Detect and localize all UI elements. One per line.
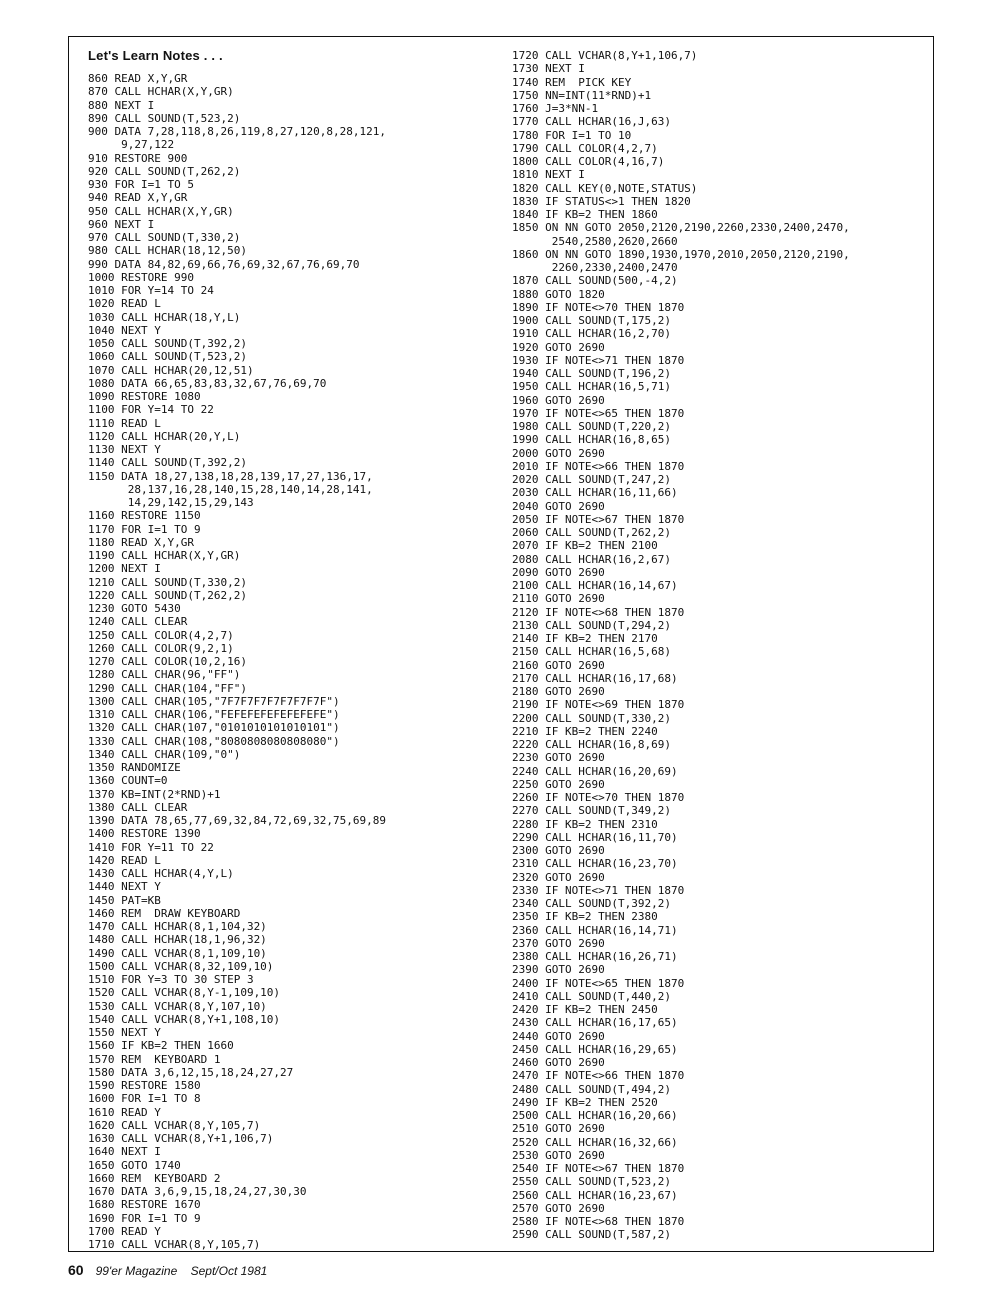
code-line: 1480 CALL HCHAR(18,1,96,32) bbox=[88, 933, 267, 947]
page-number: 60 bbox=[68, 1262, 84, 1278]
code-line: 1140 CALL SOUND(T,392,2) bbox=[88, 456, 247, 470]
code-line: 1390 DATA 78,65,77,69,32,84,72,69,32,75,69,89 bbox=[88, 814, 387, 827]
code-line: 1640 NEXT I bbox=[88, 1145, 161, 1159]
code-line: 1890 IF NOTE<>70 THEN 1870 bbox=[512, 300, 685, 314]
code-line: 1610 READ Y bbox=[88, 1105, 161, 1119]
code-line: 2080 CALL HCHAR(16,2,67) bbox=[512, 552, 671, 566]
code-line: 2520 CALL HCHAR(16,32,66) bbox=[512, 1135, 678, 1149]
code-line: 1160 RESTORE 1150 bbox=[88, 509, 201, 523]
code-line: 2060 CALL SOUND(T,262,2) bbox=[512, 526, 671, 539]
code-line: 1080 DATA 66,65,83,83,32,67,76,69,70 bbox=[88, 376, 327, 390]
code-line: 2030 CALL HCHAR(16,11,66) bbox=[512, 486, 678, 500]
code-line: 1770 CALL HCHAR(16,J,63) bbox=[512, 115, 671, 129]
code-line: 1100 FOR Y=14 TO 22 bbox=[88, 403, 214, 417]
code-line: 1860 ON NN GOTO 1890,1930,1970,2010,2050,2120,2190, bbox=[512, 247, 850, 261]
code-line: 1380 CALL CLEAR bbox=[88, 800, 188, 814]
code-line: 2560 CALL HCHAR(16,23,67) bbox=[512, 1188, 678, 1202]
code-line: 2570 GOTO 2690 bbox=[512, 1201, 605, 1215]
code-line: 1210 CALL SOUND(T,330,2) bbox=[88, 575, 247, 589]
code-line: 2540 IF NOTE<>67 THEN 1870 bbox=[512, 1162, 685, 1175]
code-line: 940 READ X,Y,GR bbox=[88, 191, 188, 205]
code-line: 980 CALL HCHAR(18,12,50) bbox=[88, 244, 247, 258]
code-line: 2120 IF NOTE<>68 THEN 1870 bbox=[512, 605, 685, 619]
code-line: 28,137,16,28,140,15,28,140,14,28,141, bbox=[88, 482, 373, 496]
code-line: 2510 GOTO 2690 bbox=[512, 1122, 605, 1136]
code-line: 920 CALL SOUND(T,262,2) bbox=[88, 164, 241, 178]
code-line: 1570 REM KEYBOARD 1 bbox=[88, 1052, 221, 1066]
code-line: 1060 CALL SOUND(T,523,2) bbox=[88, 350, 247, 364]
code-line: 1000 RESTORE 990 bbox=[88, 270, 194, 284]
code-line: 2540,2580,2620,2660 bbox=[512, 234, 678, 248]
code-line: 930 FOR I=1 TO 5 bbox=[88, 178, 194, 191]
code-line: 1280 CALL CHAR(96,"FF") bbox=[88, 668, 241, 682]
code-line: 2100 CALL HCHAR(16,14,67) bbox=[512, 579, 678, 592]
code-line: 1410 FOR Y=11 TO 22 bbox=[88, 840, 214, 854]
code-line: 1790 CALL COLOR(4,2,7) bbox=[512, 141, 658, 155]
code-line: 1110 READ L bbox=[88, 416, 161, 430]
code-line: 1240 CALL CLEAR bbox=[88, 615, 188, 629]
code-line: 1150 DATA 18,27,138,18,28,139,17,27,136,17, bbox=[88, 469, 373, 483]
code-line: 1450 PAT=KB bbox=[88, 893, 161, 907]
code-line: 970 CALL SOUND(T,330,2) bbox=[88, 231, 241, 244]
code-line: 1040 NEXT Y bbox=[88, 323, 161, 337]
code-line: 1300 CALL CHAR(105,"7F7F7F7F7F7F7F7F") bbox=[88, 694, 340, 708]
code-line: 1350 RANDOMIZE bbox=[88, 761, 181, 774]
code-line: 1560 IF KB=2 THEN 1660 bbox=[88, 1039, 234, 1053]
code-line: 2070 IF KB=2 THEN 2100 bbox=[512, 539, 658, 553]
code-line: 1920 GOTO 2690 bbox=[512, 340, 605, 354]
code-line: 2530 GOTO 2690 bbox=[512, 1148, 605, 1162]
code-line: 1270 CALL COLOR(10,2,16) bbox=[88, 655, 247, 668]
code-line: 1330 CALL CHAR(108,"8080808080808080") bbox=[88, 734, 340, 748]
code-line: 1950 CALL HCHAR(16,5,71) bbox=[512, 380, 671, 394]
code-line: 890 CALL SOUND(T,523,2) bbox=[88, 111, 241, 125]
code-line: 1520 CALL VCHAR(8,Y-1,109,10) bbox=[88, 986, 281, 1000]
code-line: 1490 CALL VCHAR(8,1,109,10) bbox=[88, 946, 267, 960]
code-line: 2090 GOTO 2690 bbox=[512, 565, 605, 579]
code-line: 1780 FOR I=1 TO 10 bbox=[512, 128, 632, 142]
code-line: 2170 CALL HCHAR(16,17,68) bbox=[512, 671, 678, 685]
code-line: 880 NEXT I bbox=[88, 98, 155, 112]
page-footer bbox=[68, 1262, 277, 1278]
code-line: 1030 CALL HCHAR(18,Y,L) bbox=[88, 310, 241, 324]
code-column-right bbox=[512, 49, 850, 1242]
code-line: 1260 CALL COLOR(9,2,1) bbox=[88, 641, 234, 655]
code-line: 2020 CALL SOUND(T,247,2) bbox=[512, 473, 671, 486]
code-line: 1960 GOTO 2690 bbox=[512, 393, 605, 407]
code-line: 1970 IF NOTE<>65 THEN 1870 bbox=[512, 406, 685, 420]
code-line: 1600 FOR I=1 TO 8 bbox=[88, 1092, 201, 1106]
code-line: 2390 GOTO 2690 bbox=[512, 963, 605, 977]
code-line: 1540 CALL VCHAR(8,Y+1,108,10) bbox=[88, 1012, 281, 1026]
code-line: 1370 KB=INT(2*RND)+1 bbox=[88, 787, 221, 801]
code-line: 2440 GOTO 2690 bbox=[512, 1029, 605, 1043]
code-line: 1940 CALL SOUND(T,196,2) bbox=[512, 367, 671, 380]
code-line: 2160 GOTO 2690 bbox=[512, 658, 605, 672]
code-line: 1020 READ L bbox=[88, 297, 161, 311]
code-line: 870 CALL HCHAR(X,Y,GR) bbox=[88, 85, 234, 99]
code-line: 2040 GOTO 2690 bbox=[512, 499, 605, 513]
code-line: 1630 CALL VCHAR(8,Y+1,106,7) bbox=[88, 1132, 274, 1145]
code-line: 1730 NEXT I bbox=[512, 62, 585, 76]
code-line: 1470 CALL HCHAR(8,1,104,32) bbox=[88, 920, 267, 933]
code-line: 2360 CALL HCHAR(16,14,71) bbox=[512, 923, 678, 937]
code-line: 1360 COUNT=0 bbox=[88, 774, 168, 788]
code-column-left bbox=[88, 72, 386, 1251]
code-line: 1880 GOTO 1820 bbox=[512, 287, 605, 301]
code-line: 1840 IF KB=2 THEN 1860 bbox=[512, 208, 658, 221]
code-line: 2190 IF NOTE<>69 THEN 1870 bbox=[512, 698, 685, 712]
code-line: 2340 CALL SOUND(T,392,2) bbox=[512, 897, 671, 910]
code-line: 1980 CALL SOUND(T,220,2) bbox=[512, 420, 671, 433]
code-line: 2270 CALL SOUND(T,349,2) bbox=[512, 804, 671, 818]
code-line: 1170 FOR I=1 TO 9 bbox=[88, 522, 201, 536]
code-line: 2220 CALL HCHAR(16,8,69) bbox=[512, 738, 671, 751]
code-line: 1690 FOR I=1 TO 9 bbox=[88, 1211, 201, 1225]
code-line: 2260,2330,2400,2470 bbox=[512, 261, 678, 274]
code-line: 2210 IF KB=2 THEN 2240 bbox=[512, 724, 658, 738]
code-line: 860 READ X,Y,GR bbox=[88, 72, 188, 85]
code-line: 2400 IF NOTE<>65 THEN 1870 bbox=[512, 976, 685, 990]
code-line: 1010 FOR Y=14 TO 24 bbox=[88, 284, 214, 297]
code-line: 1910 CALL HCHAR(16,2,70) bbox=[512, 327, 671, 341]
code-line: 1740 REM PICK KEY bbox=[512, 75, 632, 89]
code-line: 2010 IF NOTE<>66 THEN 1870 bbox=[512, 459, 685, 473]
code-line: 1400 RESTORE 1390 bbox=[88, 827, 201, 841]
code-line: 1200 NEXT I bbox=[88, 562, 161, 576]
code-line: 2200 CALL SOUND(T,330,2) bbox=[512, 711, 671, 725]
code-line: 2550 CALL SOUND(T,523,2) bbox=[512, 1175, 671, 1189]
code-line: 1340 CALL CHAR(109,"0") bbox=[88, 747, 241, 761]
code-line: 1440 NEXT Y bbox=[88, 880, 161, 894]
code-line: 2330 IF NOTE<>71 THEN 1870 bbox=[512, 883, 685, 897]
code-line: 2420 IF KB=2 THEN 2450 bbox=[512, 1003, 658, 1016]
code-line: 2490 IF KB=2 THEN 2520 bbox=[512, 1095, 658, 1109]
code-line: 1750 NN=INT(11*RND)+1 bbox=[512, 88, 652, 102]
code-line: 2310 CALL HCHAR(16,23,70) bbox=[512, 857, 678, 871]
code-line: 2300 GOTO 2690 bbox=[512, 844, 605, 857]
code-line: 1310 CALL CHAR(106,"FEFEFEFEFEFEFEFE") bbox=[88, 708, 340, 721]
code-line: 2370 GOTO 2690 bbox=[512, 936, 605, 950]
code-line: 1290 CALL CHAR(104,"FF") bbox=[88, 681, 247, 695]
code-line: 1420 READ L bbox=[88, 853, 161, 867]
code-line: 2590 CALL SOUND(T,587,2) bbox=[512, 1228, 671, 1242]
code-line: 1510 FOR Y=3 TO 30 STEP 3 bbox=[88, 973, 254, 986]
code-line: 900 DATA 7,28,118,8,26,119,8,27,120,8,28,121, bbox=[88, 125, 387, 138]
code-line: 2410 CALL SOUND(T,440,2) bbox=[512, 989, 671, 1003]
code-line: 2280 IF KB=2 THEN 2310 bbox=[512, 817, 658, 831]
code-line: 1830 IF STATUS<>1 THEN 1820 bbox=[512, 194, 691, 208]
code-line: 1580 DATA 3,6,12,15,18,24,27,27 bbox=[88, 1065, 294, 1079]
code-line: 1810 NEXT I bbox=[512, 168, 585, 182]
code-line: 1820 CALL KEY(0,NOTE,STATUS) bbox=[512, 181, 698, 195]
code-line: 2110 GOTO 2690 bbox=[512, 592, 605, 606]
code-line: 2460 GOTO 2690 bbox=[512, 1056, 605, 1069]
code-line: 2250 GOTO 2690 bbox=[512, 777, 605, 791]
code-line: 1900 CALL SOUND(T,175,2) bbox=[512, 314, 671, 327]
code-line: 1720 CALL VCHAR(8,Y+1,106,7) bbox=[512, 49, 698, 62]
code-line: 2450 CALL HCHAR(16,29,65) bbox=[512, 1042, 678, 1056]
code-line: 2430 CALL HCHAR(16,17,65) bbox=[512, 1016, 678, 1030]
code-line: 14,29,142,15,29,143 bbox=[88, 496, 254, 509]
code-line: 2580 IF NOTE<>68 THEN 1870 bbox=[512, 1215, 685, 1228]
code-line: 2180 GOTO 2690 bbox=[512, 685, 605, 698]
code-line: 1230 GOTO 5430 bbox=[88, 602, 181, 615]
code-line: 960 NEXT I bbox=[88, 217, 155, 231]
code-line: 2380 CALL HCHAR(16,26,71) bbox=[512, 950, 678, 963]
code-line: 2130 CALL SOUND(T,294,2) bbox=[512, 618, 671, 632]
magazine-name: 99'er Magazine bbox=[95, 1264, 178, 1278]
publication-info bbox=[96, 1264, 278, 1278]
code-line: 1760 J=3*NN-1 bbox=[512, 102, 599, 115]
code-line: 2140 IF KB=2 THEN 2170 bbox=[512, 632, 658, 645]
code-line: 1250 CALL COLOR(4,2,7) bbox=[88, 628, 234, 642]
code-line: 2240 CALL HCHAR(16,20,69) bbox=[512, 764, 678, 778]
code-line: 2350 IF KB=2 THEN 2380 bbox=[512, 910, 658, 924]
code-line: 2150 CALL HCHAR(16,5,68) bbox=[512, 645, 671, 659]
code-line: 1550 NEXT Y bbox=[88, 1026, 161, 1039]
code-line: 1930 IF NOTE<>71 THEN 1870 bbox=[512, 353, 685, 367]
code-line: 1220 CALL SOUND(T,262,2) bbox=[88, 588, 247, 602]
code-line: 1180 READ X,Y,GR bbox=[88, 535, 194, 549]
code-line: 1050 CALL SOUND(T,392,2) bbox=[88, 337, 247, 350]
code-line: 910 RESTORE 900 bbox=[88, 151, 188, 165]
code-line: 1870 CALL SOUND(500,-4,2) bbox=[512, 274, 678, 288]
code-line: 1850 ON NN GOTO 2050,2120,2190,2260,2330,2400,2470, bbox=[512, 221, 850, 235]
code-line: 1530 CALL VCHAR(8,Y,107,10) bbox=[88, 999, 267, 1013]
code-line: 1700 READ Y bbox=[88, 1224, 161, 1238]
code-line: 2500 CALL HCHAR(16,20,66) bbox=[512, 1109, 678, 1122]
code-line: 1680 RESTORE 1670 bbox=[88, 1198, 201, 1212]
code-line: 1590 RESTORE 1580 bbox=[88, 1079, 201, 1092]
code-line: 1460 REM DRAW KEYBOARD bbox=[88, 906, 241, 920]
code-line: 1650 GOTO 1740 bbox=[88, 1158, 181, 1172]
code-line: 1710 CALL VCHAR(8,Y,105,7) bbox=[88, 1238, 261, 1251]
code-line: 2290 CALL HCHAR(16,11,70) bbox=[512, 830, 678, 844]
code-line: 1430 CALL HCHAR(4,Y,L) bbox=[88, 867, 234, 880]
code-line: 2230 GOTO 2690 bbox=[512, 751, 605, 765]
issue-date: Sept/Oct 1981 bbox=[190, 1264, 268, 1278]
code-line: 1090 RESTORE 1080 bbox=[88, 390, 201, 403]
code-line: 2050 IF NOTE<>67 THEN 1870 bbox=[512, 512, 685, 526]
code-line: 1070 CALL HCHAR(20,12,51) bbox=[88, 363, 254, 377]
code-line: 1800 CALL COLOR(4,16,7) bbox=[512, 155, 665, 168]
code-line: 2260 IF NOTE<>70 THEN 1870 bbox=[512, 791, 685, 804]
code-line: 9,27,122 bbox=[88, 138, 175, 152]
code-line: 1120 CALL HCHAR(20,Y,L) bbox=[88, 429, 241, 443]
code-line: 950 CALL HCHAR(X,Y,GR) bbox=[88, 204, 234, 218]
code-line: 1500 CALL VCHAR(8,32,109,10) bbox=[88, 959, 274, 973]
code-line: 1320 CALL CHAR(107,"0101010101010101") bbox=[88, 721, 340, 735]
code-line: 1670 DATA 3,6,9,15,18,24,27,30,30 bbox=[88, 1185, 307, 1198]
code-line: 2480 CALL SOUND(T,494,2) bbox=[512, 1082, 671, 1096]
code-line: 2320 GOTO 2690 bbox=[512, 870, 605, 884]
code-line: 2000 GOTO 2690 bbox=[512, 446, 605, 460]
code-line: 2470 IF NOTE<>66 THEN 1870 bbox=[512, 1069, 685, 1083]
code-line: 1130 NEXT Y bbox=[88, 443, 161, 456]
code-line: 1660 REM KEYBOARD 2 bbox=[88, 1171, 221, 1185]
code-line: 1190 CALL HCHAR(X,Y,GR) bbox=[88, 549, 241, 562]
code-line: 990 DATA 84,82,69,66,76,69,32,67,76,69,70 bbox=[88, 257, 360, 271]
article-heading: Let's Learn Notes . . . bbox=[88, 48, 223, 63]
code-line: 1620 CALL VCHAR(8,Y,105,7) bbox=[88, 1118, 261, 1132]
code-line: 1990 CALL HCHAR(16,8,65) bbox=[512, 433, 671, 447]
